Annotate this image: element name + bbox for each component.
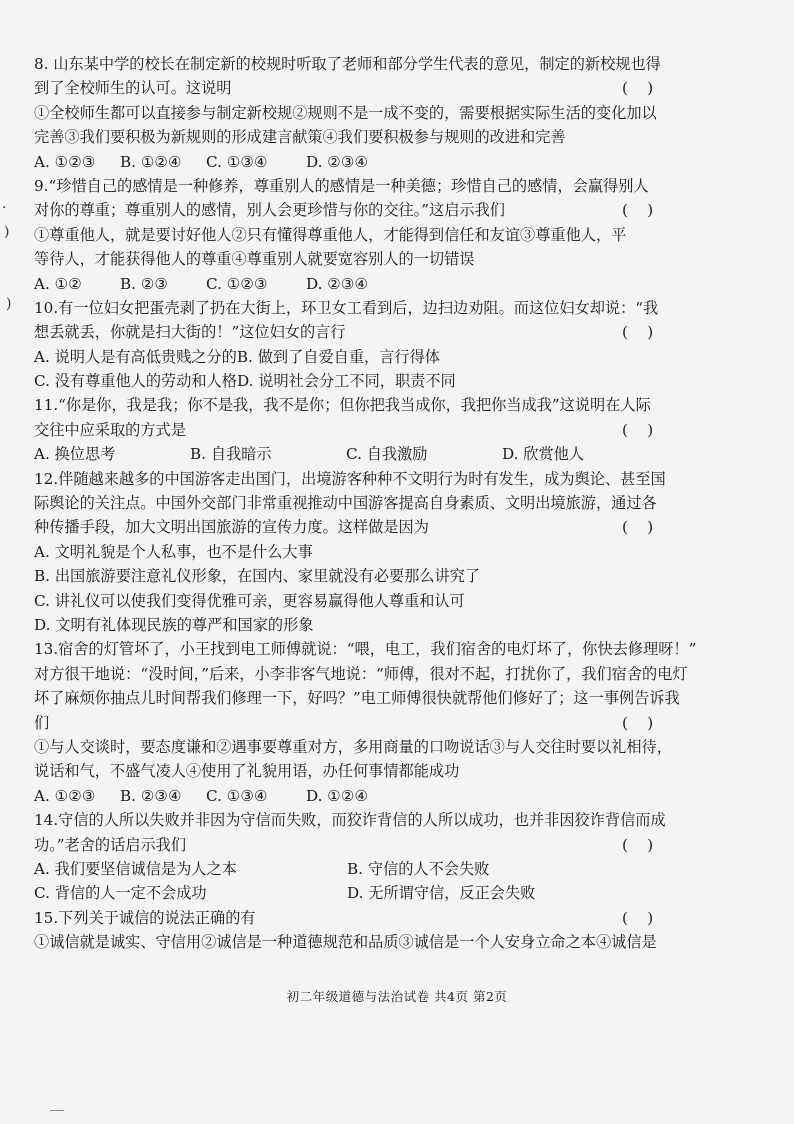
question-line [34,906,660,930]
margin-mark-3: ) [6,296,12,312]
option-A: A. 文明礼貌是个人私事，也不是什么大事 [34,542,313,561]
option-D: D. ②③④ [306,152,369,171]
question-text: 9.“珍惜自己的感情是一种修养，尊重别人的感情是一种美德；珍惜自己的感情，会赢得别人 [34,176,649,195]
question-text: 坏了麻烦你抽点儿时间帮我们修理一下，好吗？”电工师傅很快就帮他们修好了；这一事例告诉我 [34,689,680,708]
question-text: 对你的尊重；尊重别人的感情，别人会更珍惜与你的交往。”这启示我们 [34,201,505,220]
question-list [34,52,697,954]
option-row [34,150,660,174]
answer-blank: ( ) [622,835,654,854]
question-9 [34,174,660,296]
option-D: D. ①②④ [306,786,369,805]
question-13 [34,637,697,808]
question-text: 对方很干地说：“没时间，”后来，小李非客气地说：“师傅，很对不起，打扰你了，我们宿舍的电灯 [34,664,688,683]
question-line [34,637,697,661]
question-line [34,808,666,832]
answer-blank: ( ) [622,713,654,732]
question-line [34,223,660,247]
option-D: D. 说明社会分工不同，职责不同 [236,372,456,391]
question-text: 想丢就丢，你就是扫大街的！”这位妇女的言行 [34,323,346,342]
option-B: B. ②③④ [120,786,182,805]
question-text: 12.伴随越来越多的中国游客走出国门，出境游客种种不文明行为时有发生，成为舆论、甚至国 [34,469,666,488]
option-C: C. ①②③ [206,274,268,293]
option-B: B. 自我暗示 [190,445,272,464]
option-B: B. 出国旅游要注意礼仪形象，在国内、家里就没有必要那么讲究了 [34,567,481,586]
question-line [34,711,660,735]
question-text: ①诚信就是诚实、守信用②诚信是一种道德规范和品质③诚信是一个人安身立命之本④诚信是 [34,933,657,952]
option-A: A. ①②③ [34,786,96,805]
question-text: 完善③我们要积极为新规则的形成建言献策④我们要积极参与规则的改进和完善 [34,128,566,147]
option-row [34,369,660,393]
option-A: A. 说明人是有高低贵贱之分的 [34,347,237,366]
question-text: 交往中应采取的方式是 [34,420,186,439]
question-text: 等待人，才能获得他人的尊重④尊重别人就要宽容别人的一切错误 [34,250,475,269]
option-row [34,345,660,369]
question-text: 10.有一位妇女把蛋壳剥了扔在大街上，环卫女工看到后，边扫边劝阻。而这位妇女却说：“我 [34,298,659,317]
answer-blank: ( ) [622,79,654,98]
option-A: A. 我们要坚信诚信是为人之本 [34,859,237,878]
question-line [34,125,660,149]
option-B: B. ②③ [120,274,169,293]
question-text: ①与人交谈时，要态度谦和②遇事要尊重对方，多用商量的口吻说话③与人交往时要以礼相待， [34,737,672,756]
option-row [34,272,660,296]
option-B: B. 守信的人不会失败 [347,859,490,878]
question-line [34,296,660,320]
question-line [34,198,660,222]
scan-artifact-mark [50,1110,64,1111]
question-line [34,418,660,442]
option-C: C. 自我激励 [346,445,428,464]
answer-blank: ( ) [622,908,654,927]
option-B: B. 做到了自爱自重，言行得体 [236,347,440,366]
question-14 [34,808,666,906]
page-footer: 初二年级道德与法治试卷 共4页 第2页 [286,989,508,1004]
question-text: 功。”老舍的话启示我们 [34,835,187,854]
question-text: 际舆论的关注点。中国外交部门非常重视推动中国游客提高自身素质、文明出境旅游，通过各 [34,494,657,513]
question-line [34,759,660,783]
question-text: 说话和气，不盛气凌人④使用了礼貌用语，办任何事情都能成功 [34,762,460,781]
answer-blank: ( ) [622,518,654,537]
answer-blank: ( ) [622,201,654,220]
option-A: A. ①②③ [34,152,96,171]
option-row [34,784,660,808]
question-text: ①全校师生都可以直接参与制定新校规②规则不是一成不变的，需要根据实际生活的变化加以 [34,103,657,122]
question-line [34,491,660,515]
option-C: C. 没有尊重他人的劳动和人格 [34,372,237,391]
question-line [34,467,666,491]
question-text: 13.宿舍的灯管坏了，小王找到电工师傅就说：“喂，电工，我们宿舍的电灯坏了，你快去修理呀！” [34,640,697,659]
question-text: 到了全校师生的认可。这说明 [34,79,232,98]
question-line [34,52,660,76]
option-D: D. 文明有礼体现民族的尊严和国家的形象 [34,615,314,634]
option-row [34,881,660,905]
question-text: 14.守信的人所以失败并非因为守信而失败，而狡诈背信的人所以成功，也并非因狡诈背信而成 [34,811,666,830]
question-line [34,101,660,125]
question-text: 8. 山东某中学的校长在制定新的校规时听取了老师和部分学生代表的意见，制定的新校规也得 [34,55,661,73]
option-row [34,857,660,881]
answer-blank: ( ) [622,420,654,439]
question-line [34,735,672,759]
question-line [34,662,688,686]
answer-blank: ( ) [622,323,654,342]
margin-mark-2: ) [4,224,10,240]
option-C: C. 讲礼仪可以使我们变得优雅可亲，更容易赢得他人尊重和认可 [34,591,465,610]
margin-mark-1: · [2,200,7,216]
question-11 [34,393,660,466]
option-C: C. ①③④ [206,152,268,171]
question-text: 11.“你是你，我是我；你不是我，我不是你；但你把我当成你，我把你当成我”这说明在人际 [34,396,651,415]
question-text: ①尊重他人，就是要讨好他人②只有懂得尊重他人，才能得到信任和友谊③尊重他人，平 [34,225,627,244]
question-text: 15.下列关于诚信的说法正确的有 [34,908,256,927]
option-C: C. ①③④ [206,786,268,805]
question-line [34,686,680,710]
question-8 [34,52,660,174]
option-row [34,442,660,466]
question-line [34,320,660,344]
option-D: D. 欣赏他人 [502,445,585,464]
question-text: 种传播手段，加大文明出国旅游的宣传力度。这样做是因为 [34,518,429,537]
question-line [34,76,660,100]
option-A: A. ①② [34,274,82,293]
question-12 [34,467,666,638]
question-line [34,174,660,198]
option-A: A. 换位思考 [34,445,116,464]
option-B: B. ①②④ [120,152,182,171]
question-line [34,247,660,271]
question-line [34,930,660,954]
question-text: 们 [34,713,50,732]
question-line [34,393,660,417]
question-10 [34,296,660,394]
option-C: C. 背信的人一定不会成功 [34,884,207,903]
option-D: D. ②③④ [306,274,369,293]
question-line [34,515,660,539]
question-15 [34,906,660,955]
option-D: D. 无所谓守信，反正会失败 [347,884,536,903]
question-line [34,833,660,857]
